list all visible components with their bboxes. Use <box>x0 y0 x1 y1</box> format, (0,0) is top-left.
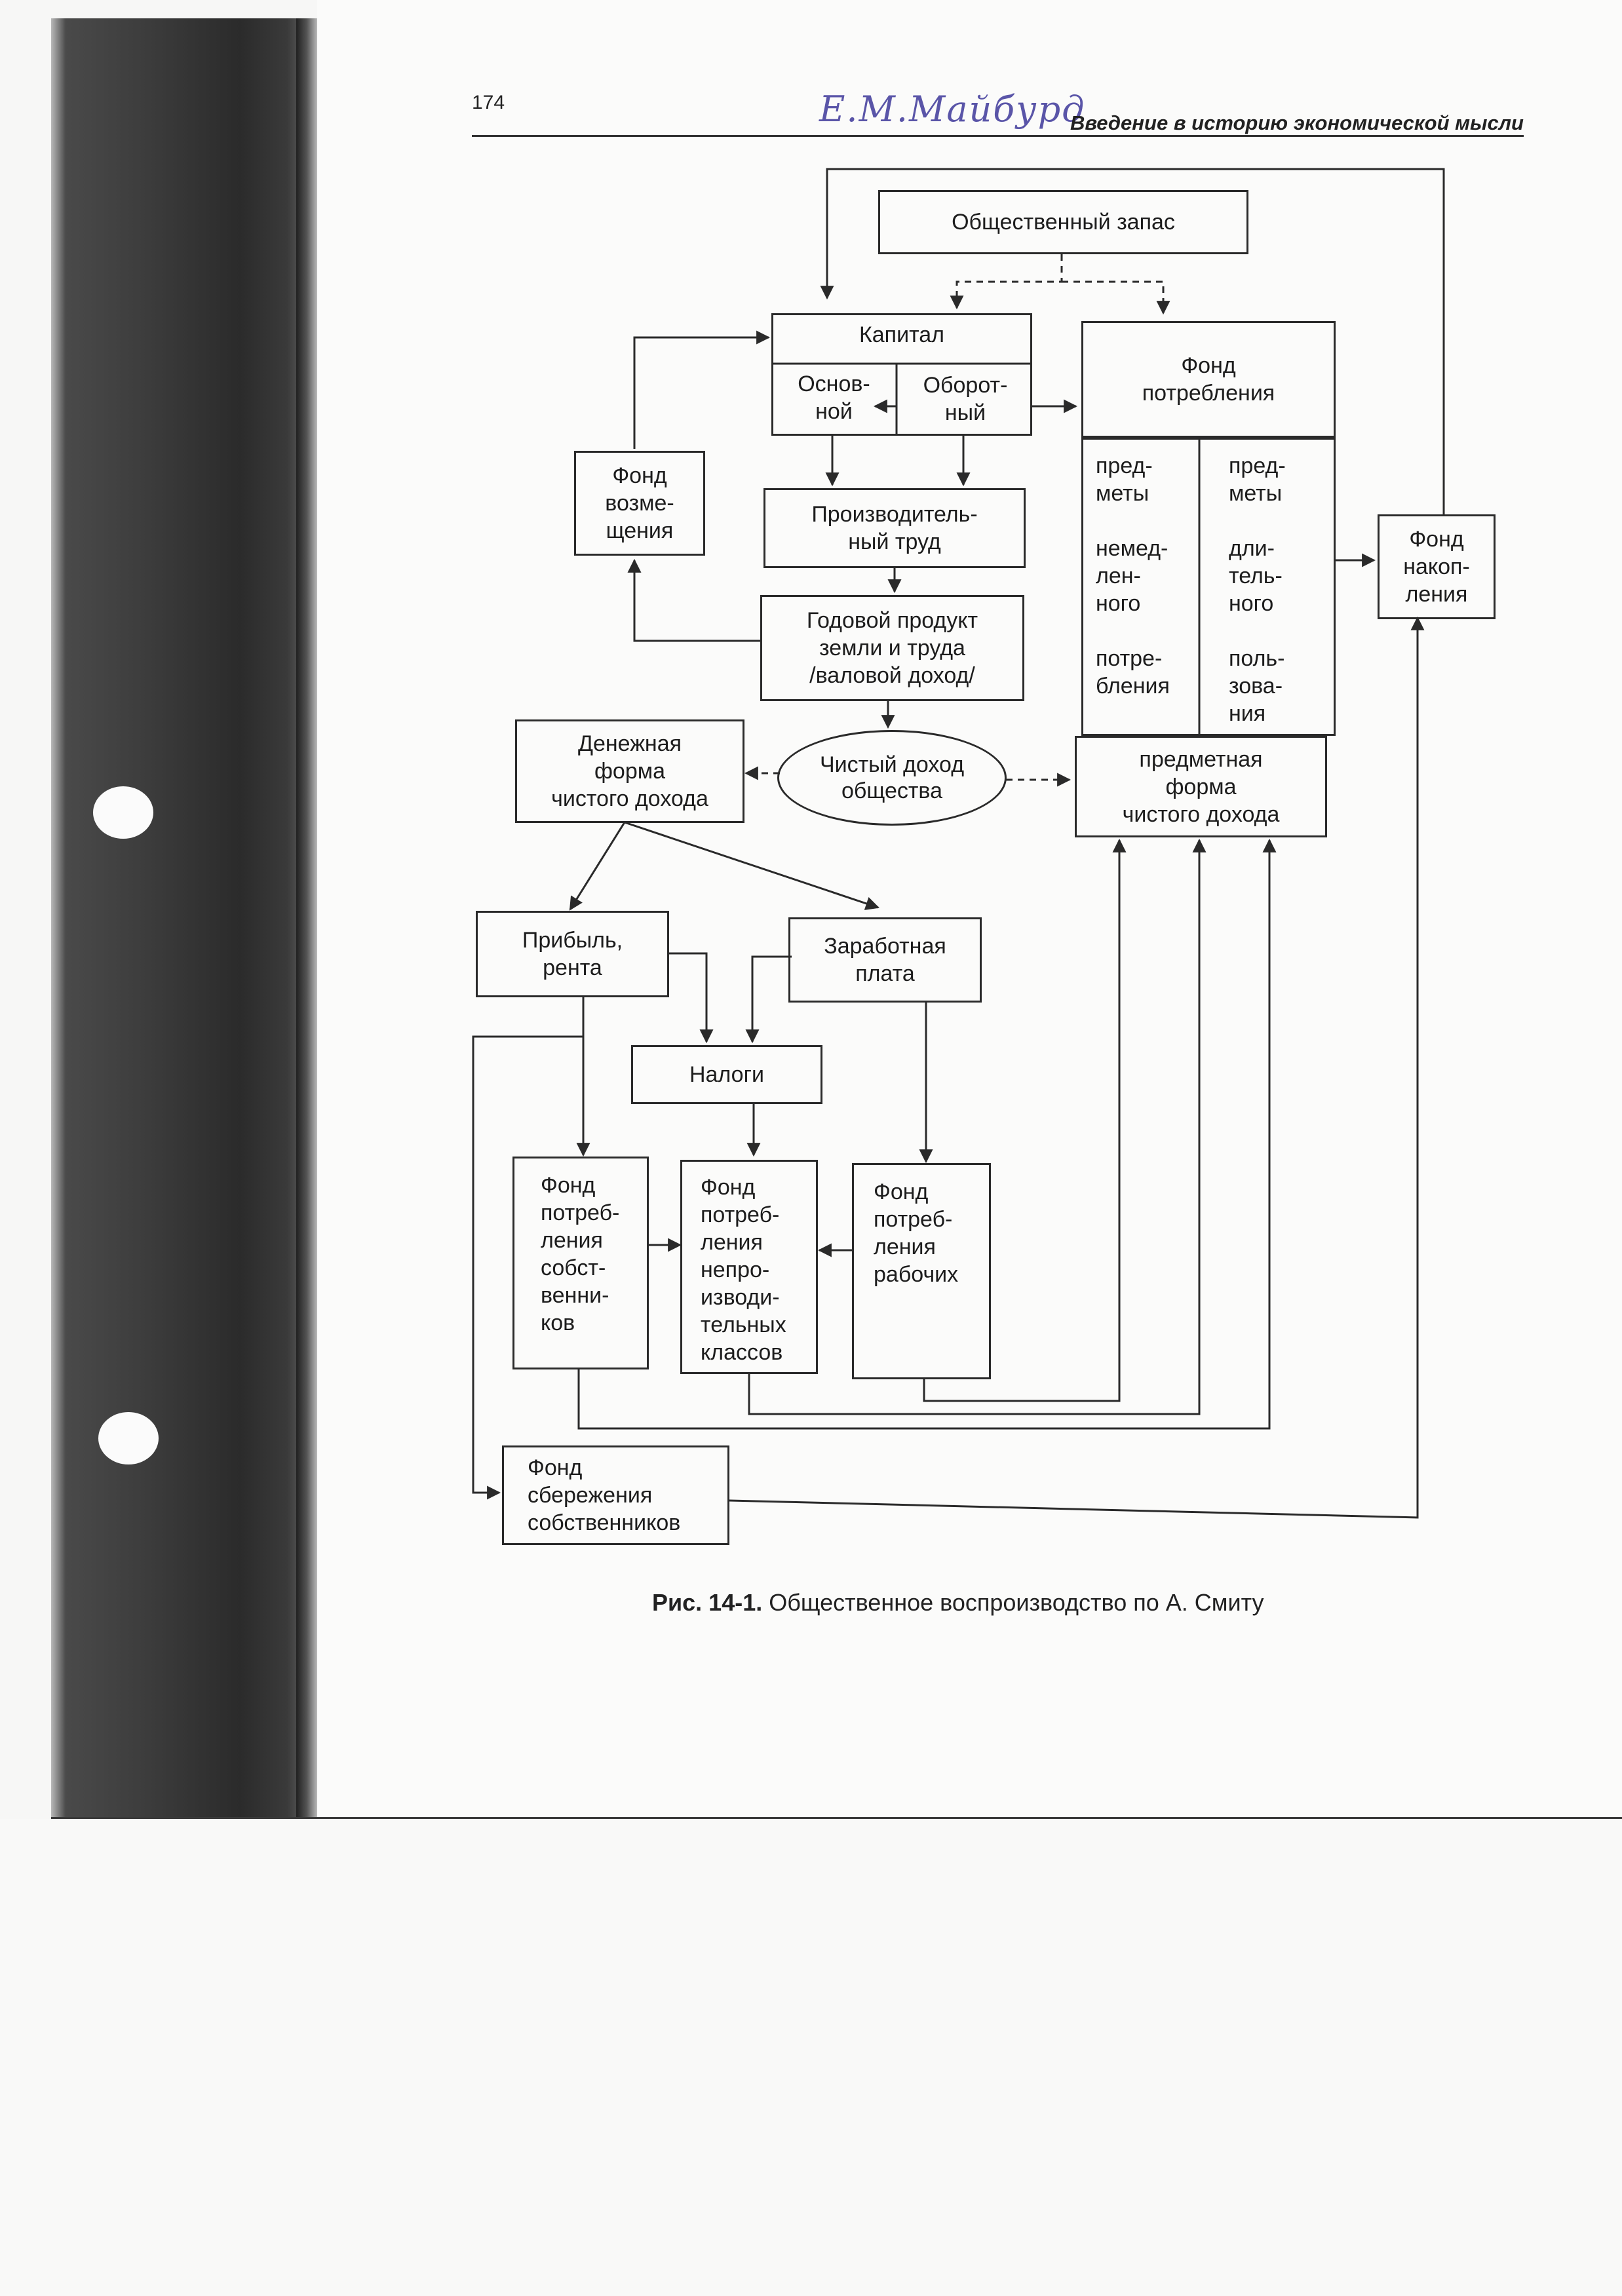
handwritten-note: Е.М.Майбурд <box>819 88 1086 130</box>
box-wages: Заработная плата <box>788 917 982 1003</box>
box-material-form: предметная форма чистого дохода <box>1075 736 1327 837</box>
box-profit-rent: Прибыль, рента <box>476 911 669 997</box>
running-head: Введение в историю экономической мысли <box>1070 111 1524 134</box>
box-unproductive-consumption: Фонд потреб- ления непро- изводи- тельных классов <box>680 1160 818 1374</box>
box-money-form: Денежная форма чистого дохода <box>515 719 744 823</box>
box-workers-consumption: Фонд потреб- ления рабочих <box>852 1163 991 1379</box>
consumption-durable-items: пред- меты дли- тель- ного поль- зова- ния <box>1229 453 1286 726</box>
figure-caption <box>652 1589 1264 1617</box>
caption-text: Общественное воспроизводство по А. Смиту <box>762 1589 1264 1616</box>
capital-label: Капитал <box>859 322 945 347</box>
box-productive-labor: Производитель- ный труд <box>763 488 1026 568</box>
box-annual-product: Годовой продукт земли и труда /валовой доход/ <box>760 595 1024 701</box>
consumption-immediate-items: пред- меты немед- лен- ного потре- бления <box>1096 453 1170 698</box>
box-taxes: Налоги <box>631 1045 822 1104</box>
capital-circulating: Оборот- ный <box>923 373 1008 425</box>
box-owners-savings: Фонд сбережения собственников <box>502 1445 729 1545</box>
box-replacement-fund: Фонд возме- щения <box>574 451 705 556</box>
caption-label: Рис. 14-1. <box>652 1589 763 1616</box>
box-social-stock: Общественный запас <box>878 190 1248 254</box>
page-number: 174 <box>472 92 505 113</box>
box-consumption-fund: Фонд потребления <box>1081 321 1336 438</box>
box-accumulation-fund: Фонд накоп- ления <box>1378 514 1496 619</box>
capital-fixed: Основ- ной <box>798 372 870 424</box>
box-owners-consumption: Фонд потреб- ления собст- венни- ков <box>512 1157 649 1369</box>
ellipse-net-income: Чистый доход общества <box>777 730 1007 826</box>
